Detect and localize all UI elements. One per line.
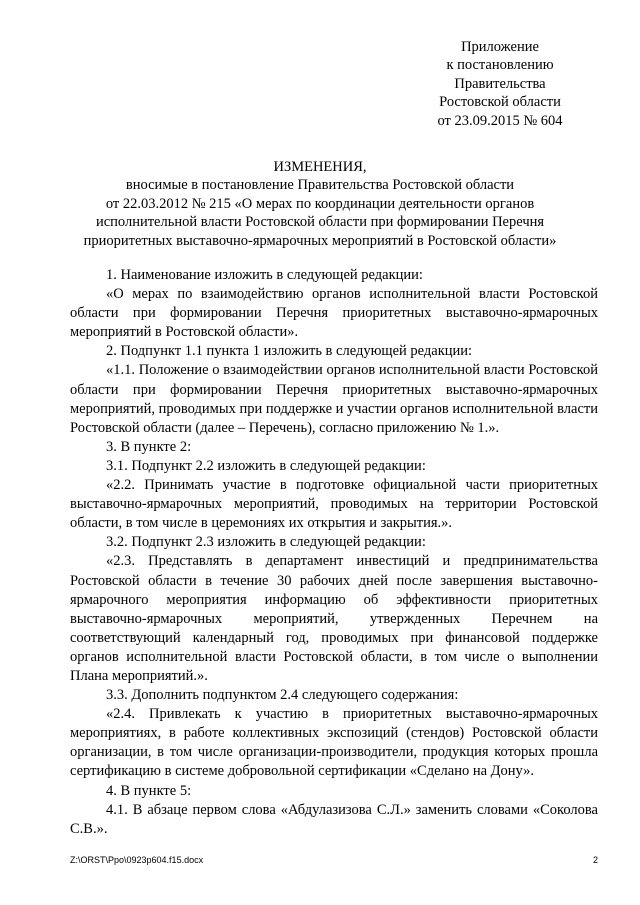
paragraph: 3.3. Дополнить подпунктом 2.4 следующего содержания: [106, 687, 459, 704]
paragraph: «2.2. Принимать участие в подготовке официальной части приоритетных выставочно-ярмарочных мероприятий, проводимых на территории Ростовской области, в том числе в церемониях их открытия и закрытия.». [70, 477, 598, 532]
paragraph: 1. Наименование изложить в следующей редакции: [106, 267, 423, 283]
paragraph: «2.4. Привлекать к участию в приоритетных выставочно-ярмарочных мероприятиях, в работе коллективных экспозиций (стендов) Ростовской области организации, в том числе организации-производители, продукция которых прошла сертификацию в системе добровольной сертификации «Сделано на Дону». [70, 706, 598, 780]
heading-line: приоритетных выставочно-ярмарочных мероприятий в Ростовской области» [83, 232, 557, 249]
paragraph: 4.1. В абзаце первом слова «Абдулазизова С.Л.» заменить словами «Соколова С.В.». [70, 801, 598, 837]
paragraph: «О мерах по взаимодействию органов исполнительной власти Ростовской области при формировании Перечня приоритетных выставочно-ярмарочных мероприятий в Ростовской области». [70, 286, 598, 341]
appendix-line: к постановлению [446, 57, 554, 74]
document-title: ИЗМЕНЕНИЯ, [273, 159, 367, 175]
appendix-header [400, 38, 600, 130]
page-number: 2 [592, 855, 598, 865]
appendix-line: Ростовской области [439, 94, 561, 111]
heading-line: исполнительной власти Ростовской области при формировании Перечня [95, 214, 545, 231]
paragraph: «2.3. Представлять в департамент инвестиций и предпринимательства Ростовской области в течение 30 рабочих дней после завершения выставочно-ярмарочного мероприятия информацию об эффективности приоритетных выставочно-ярмарочных мероприятий, утвержденных Перечнем на соответствующий календарный год, проводимых при финансовой поддержке органов исполнительной власти Ростовской области, в том числе о выполнении Плана мероприятий.». [70, 553, 598, 684]
document-heading [40, 158, 600, 250]
heading-line: от 22.03.2012 № 215 «О мерах по координации деятельности органов [105, 195, 535, 212]
heading-line: вносимые в постановление Правительства Ростовской области [125, 177, 515, 194]
paragraph: «1.1. Положение о взаимодействии органов исполнительной власти Ростовской области при формировании Перечня приоритетных выставочно-ярмарочных мероприятий, проводимых при поддержке и участии органов исполнительной власти Ростовской области (далее – Перечень), согласно приложению № 1.». [70, 362, 598, 436]
document-body [70, 266, 598, 839]
paragraph: 3. В пункте 2: [106, 438, 192, 455]
paragraph: 4. В пункте 5: [106, 782, 192, 799]
appendix-line: от 23.09.2015 № 604 [437, 112, 563, 129]
paragraph: 3.2. Подпункт 2.3 изложить в следующей редакции: [106, 534, 426, 551]
paragraph: 3.1. Подпункт 2.2 изложить в следующей редакции: [106, 457, 426, 474]
file-path: Z:\ORST\Ppo\0923p604.f15.docx [70, 855, 204, 865]
appendix-line: Правительства [454, 75, 546, 92]
appendix-line: Приложение [461, 39, 539, 55]
paragraph: 2. Подпункт 1.1 пункта 1 изложить в следующей редакции: [106, 343, 473, 360]
